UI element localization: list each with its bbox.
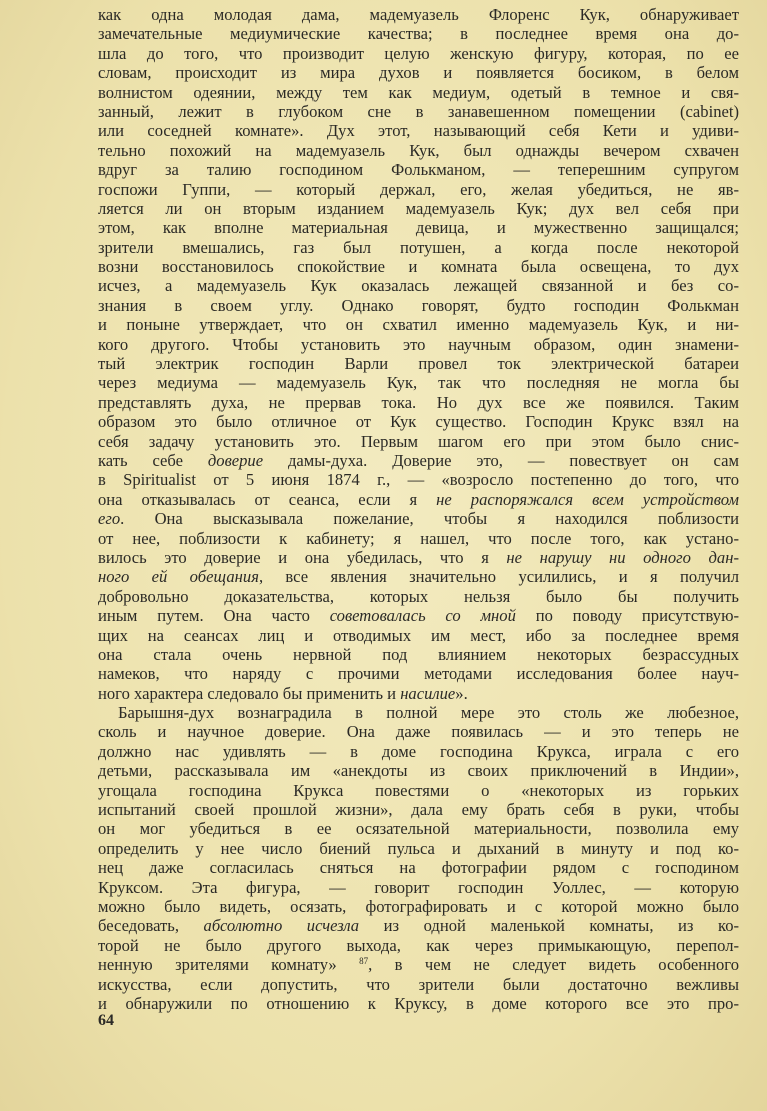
text-line [98,180,739,199]
text-line [98,722,739,741]
text-line [98,44,739,63]
text-segment: и обнаружили по отношению к Круксу, в доме которого все это про- [98,993,739,1013]
text-line [98,858,739,877]
text-line [98,955,739,974]
text-segment: словам, происходит из мира духов и появляется босиком, в белом [98,63,739,83]
italic-text: доверие [207,450,264,470]
text-segment: она отказывалась от сеанса, если я [98,489,437,509]
text-line [98,529,739,548]
text-segment: добровольно доказательства, которых нельзя было бы получить [98,586,739,606]
text-segment: дамы-духа. Доверие это, — повествует он сам [263,450,739,470]
text-line [98,878,739,897]
text-segment: или соседней комнате». Дух этот, называющий себя Кети и удиви- [98,121,739,141]
text-line [98,83,739,102]
text-line [98,761,739,780]
text-segment: торой не было другого выхода, как через примыкающую, перепол- [98,935,739,955]
text-line [98,664,739,683]
text-line [98,626,739,645]
text-line [98,373,739,392]
text-line [98,335,739,354]
text-line [98,509,739,528]
text-line [98,548,739,567]
text-segment: образом это было отличное от Кук существо. Господин Крукс взял на [98,412,739,432]
text-line [98,218,739,237]
page-body [98,5,739,1013]
text-line [98,819,739,838]
text-line [98,606,739,625]
text-line [98,257,739,276]
text-line [98,916,739,935]
text-segment: замечательные медиумические качества; в последнее время она до- [98,24,739,44]
text-line [98,645,739,664]
text-line [98,238,739,257]
text-line [98,412,739,431]
text-line [98,897,739,916]
italic-text: не распоряжался всем устройством [436,489,739,509]
text-segment: по поводу присутствую- [515,606,739,626]
text-segment: кого другого. Чтобы установить это научным образом, один знамени- [98,334,739,354]
text-line [98,994,739,1013]
text-segment: намеков, что наряду с прочими методами исследования более науч- [98,664,739,684]
text-segment: нец даже согласилась сняться на фотографии рядом с господином [98,858,739,878]
text-line [98,936,739,955]
text-segment: он мог убедиться в ее осязательной материальности, позволила ему [98,819,739,839]
text-line [98,276,739,295]
text-segment: ляется ли он вторым изданием мадемуазель Кук; дух вел себя при [98,198,739,218]
text-line [98,160,739,179]
text-line [98,839,739,858]
text-line [98,354,739,373]
text-line [98,5,739,24]
text-segment: испытаний своей прошлой жизни», дала ему брать себя в руки, чтобы [98,800,739,820]
text-segment: через медиума — мадемуазель Кук, так что последняя не могла бы [98,373,739,393]
text-segment: ненную зрителями комнату» [98,955,360,975]
text-segment: этом, как вполне материальная девица, и мужественно защищался; [98,218,739,238]
text-segment: исчез, а мадемуазель Кук оказалась лежащей связанной и без со- [98,276,739,296]
text-segment: госпожи Гуппи, — который держал, его, желая убедиться, не яв- [98,179,739,199]
text-line [98,470,739,489]
text-line [98,742,739,761]
text-line [98,451,739,470]
text-segment: иным путем. Она часто [98,606,330,626]
text-segment: определить у нее число биений пульса и дыханий в минуту и под ко- [98,838,739,858]
text-segment: как одна молодая дама, мадемуазель Флоренс Кук, обнаруживает [98,5,739,24]
text-segment: ». [455,683,468,703]
text-segment: , в чем не следует видеть особенного [368,955,739,975]
text-segment: зрители вмешались, газ был потушен, а когда после некоторой [98,237,739,257]
text-segment: сколь и научное доверие. Она даже появилась — и это теперь не [98,722,739,742]
text-segment: , все явления значительно усилились, и я получил [258,567,739,587]
text-line [98,567,739,586]
italic-text: не нарушу ни одного дан- [506,547,739,567]
text-segment: шла до того, что производит целую женскую фигуру, которая, по ее [98,43,739,63]
text-segment: вилось это доверие и она убедилась, что я [98,547,507,567]
text-segment: из одной маленькой комнаты, из ко- [359,916,740,936]
footnote-ref: 87 [359,956,369,967]
text-segment: Круксом. Эта фигура, — говорит господин Уоллес, — которую [98,877,739,897]
text-line [98,315,739,334]
text-segment: и поныне утверждает, что он схватил именно мадемуазель Кук, и ни- [98,315,739,335]
italic-text: его [98,509,121,529]
text-segment: должно нас удивлять — в доме господина Крукса, играла с его [98,741,739,761]
text-line [98,296,739,315]
text-line [98,781,739,800]
text-segment: вдруг за талию господином Фолькманом, — теперешним супругом [98,160,739,180]
italic-text: абсолютно исчезла [203,916,360,936]
text-segment: занный, лежит в глубоком сне в занавешенном помещении (cabinet) [98,101,739,121]
text-segment: возни восстановилось спокойствие и комната была освещена, то дух [98,257,739,277]
text-segment: детьми, рассказывала им «анекдоты из своих приключений в Индии», [98,761,739,781]
text-line [98,684,739,703]
text-segment: тельно похожий на мадемуазель Кук, был однажды вечером схвачен [98,140,739,160]
text-segment: она стала очень нервной под влиянием некоторых безрассудных [98,644,739,664]
page-number: 64 [98,1012,114,1029]
italic-text: советовалась со мной [329,606,516,626]
text-line [98,199,739,218]
text-segment: ного характера следовало бы применить и [98,683,401,703]
text-segment: кать себе [98,450,208,470]
text-segment: себя задачу установить это. Первым шагом его при этом было снис- [98,431,739,451]
text-line [98,800,739,819]
text-segment: представлять духа, не прервав тока. Но дух все же появился. Таким [98,392,739,412]
text-segment: беседовать, [98,916,204,936]
text-segment: в Spiritualist от 5 июня 1874 г., — «возросло постепенно до того, что [98,470,739,490]
italic-text: насилие [400,683,456,703]
text-line [98,490,739,509]
text-line [98,587,739,606]
text-line [98,24,739,43]
text-segment: угощала господина Крукса повестями о «некоторых из горьких [98,780,739,800]
text-line [98,393,739,412]
text-segment: тый электрик господин Варли провел ток электрической батареи [98,354,739,374]
text-segment: искусства, если допустить, что зрители были достаточно вежливы [98,974,739,994]
text-segment: . Она высказывала пожелание, чтобы я находился поблизости [120,509,739,529]
text-line [98,141,739,160]
text-line [98,703,739,722]
text-segment: от нее, поблизости к кабинету; я нашел, что после того, как устано- [98,528,739,548]
text-line [98,121,739,140]
text-segment: волнистом одеянии, между тем как медиум, одетый в темное и свя- [98,82,739,102]
italic-text: ного ей обещания [98,567,259,587]
text-segment: щих на сеансах лиц и отводимых им мест, ибо за последнее время [98,625,739,645]
text-line [98,63,739,82]
text-line [98,975,739,994]
text-line [98,432,739,451]
text-segment: Барышня-дух вознаградила в полной мере это столь же любезное, [118,703,739,723]
text-segment: можно было видеть, осязать, фотографировать и с которой можно было [98,896,739,916]
text-line [98,102,739,121]
text-segment: знания в своем углу. Однако говорят, будто господин Фолькман [98,295,739,315]
